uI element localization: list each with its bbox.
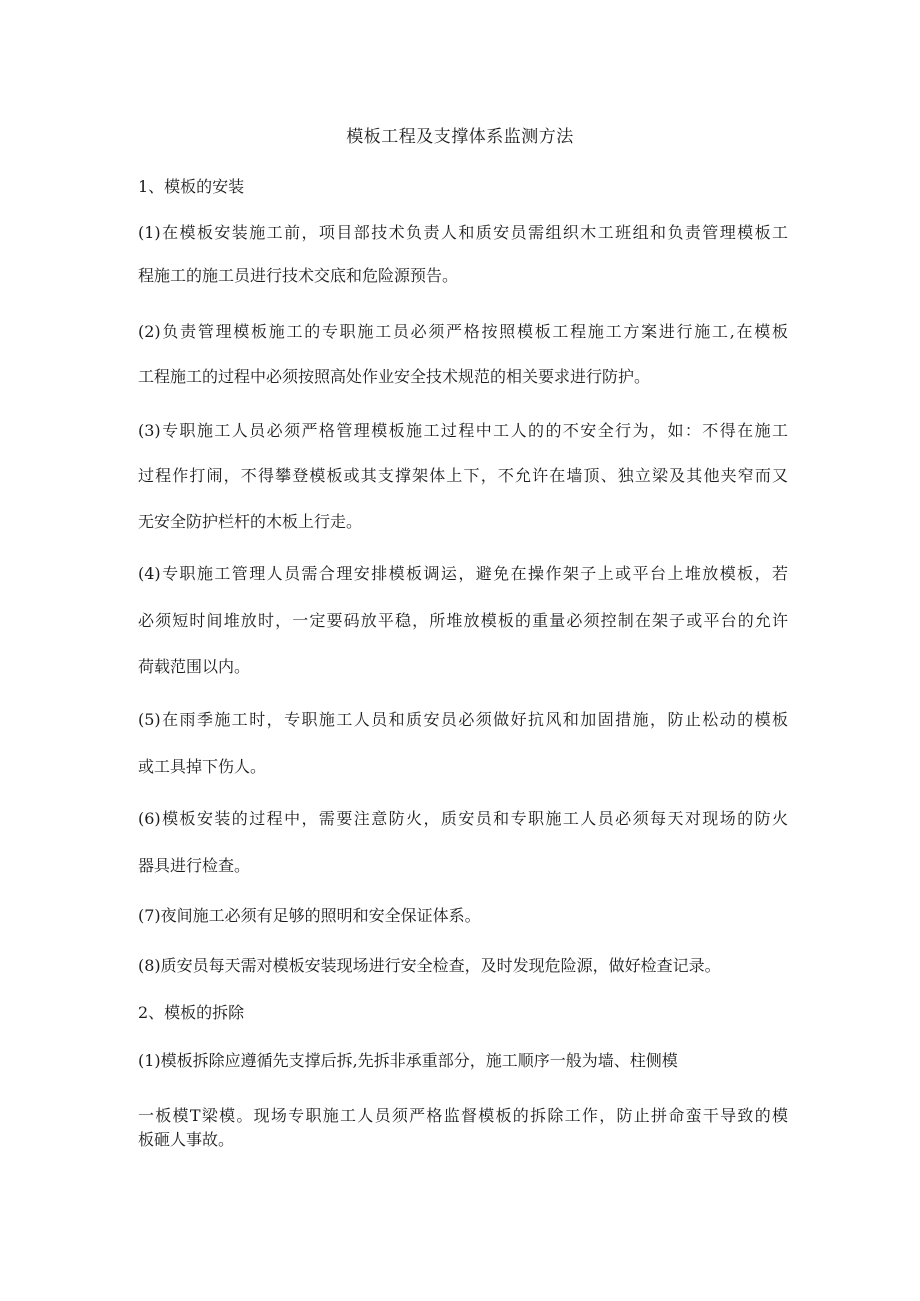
paragraph-line: 必须短时间堆放时，一定要码放平稳，所堆放模板的重量必须控制在架子或平台的允许 <box>138 611 788 630</box>
paragraph-line: 工程施工的过程中必须按照高处作业安全技术规范的相关要求进行防护。 <box>138 367 651 386</box>
paragraph-line: 无安全防护栏杆的木板上行走。 <box>138 512 363 531</box>
paragraph-line: (2)负责管理模板施工的专职施工员必须严格按照模板工程施工方案进行施工,在模板 <box>138 322 788 341</box>
paragraph-line: (4)专职施工管理人员需合理安排模板调运，避免在操作架子上或平台上堆放模板，若 <box>138 564 788 583</box>
paragraph-line: 荷载范围以内。 <box>138 657 251 676</box>
paragraph-line: 一板模T梁模。现场专职施工人员须严格监督模板的拆除工作，防止拼命蛮干导致的模 <box>138 1106 788 1125</box>
paragraph-line: (1)在模板安装施工前，项目部技术负责人和质安员需组织木工班组和负责管理模板工 <box>138 223 788 242</box>
section-heading: 1、模板的安装 <box>138 177 245 196</box>
paragraph-line: 板砸人事故。 <box>138 1130 235 1149</box>
paragraph-line: (5)在雨季施工时，专职施工人员和质安员必须做好抗风和加固措施，防止松动的模板 <box>138 710 788 729</box>
paragraph-line: 过程作打闹，不得攀登模板或其支撑架体上下，不允许在墙顶、独立梁及其他夹窄而又 <box>138 466 788 485</box>
paragraph-line: (6)模板安装的过程中，需要注意防火，质安员和专职施工人员必须每天对现场的防火 <box>138 809 788 828</box>
paragraph-line: 或工具掉下伤人。 <box>138 757 267 776</box>
section-heading: 2、模板的拆除 <box>138 1003 245 1022</box>
paragraph-line: (3)专职施工人员必须严格管理模板施工过程中工人的的不安全行为，如：不得在施工 <box>138 421 788 440</box>
document-title: 模板工程及支撑体系监测方法 <box>346 127 574 147</box>
paragraph-line: (1)模板拆除应遵循先支撑后拆,先拆非承重部分，施工顺序一般为墙、柱侧模 <box>138 1051 678 1070</box>
paragraph-line: 程施工的施工员进行技术交底和危险源预告。 <box>138 266 459 285</box>
paragraph-line: 器具进行检查。 <box>138 856 251 875</box>
paragraph-line: (7)夜间施工必须有足够的照明和安全保证体系。 <box>138 906 481 925</box>
paragraph-line: (8)质安员每天需对模板安装现场进行安全检查，及时发现危险源，做好检查记录。 <box>138 956 721 975</box>
